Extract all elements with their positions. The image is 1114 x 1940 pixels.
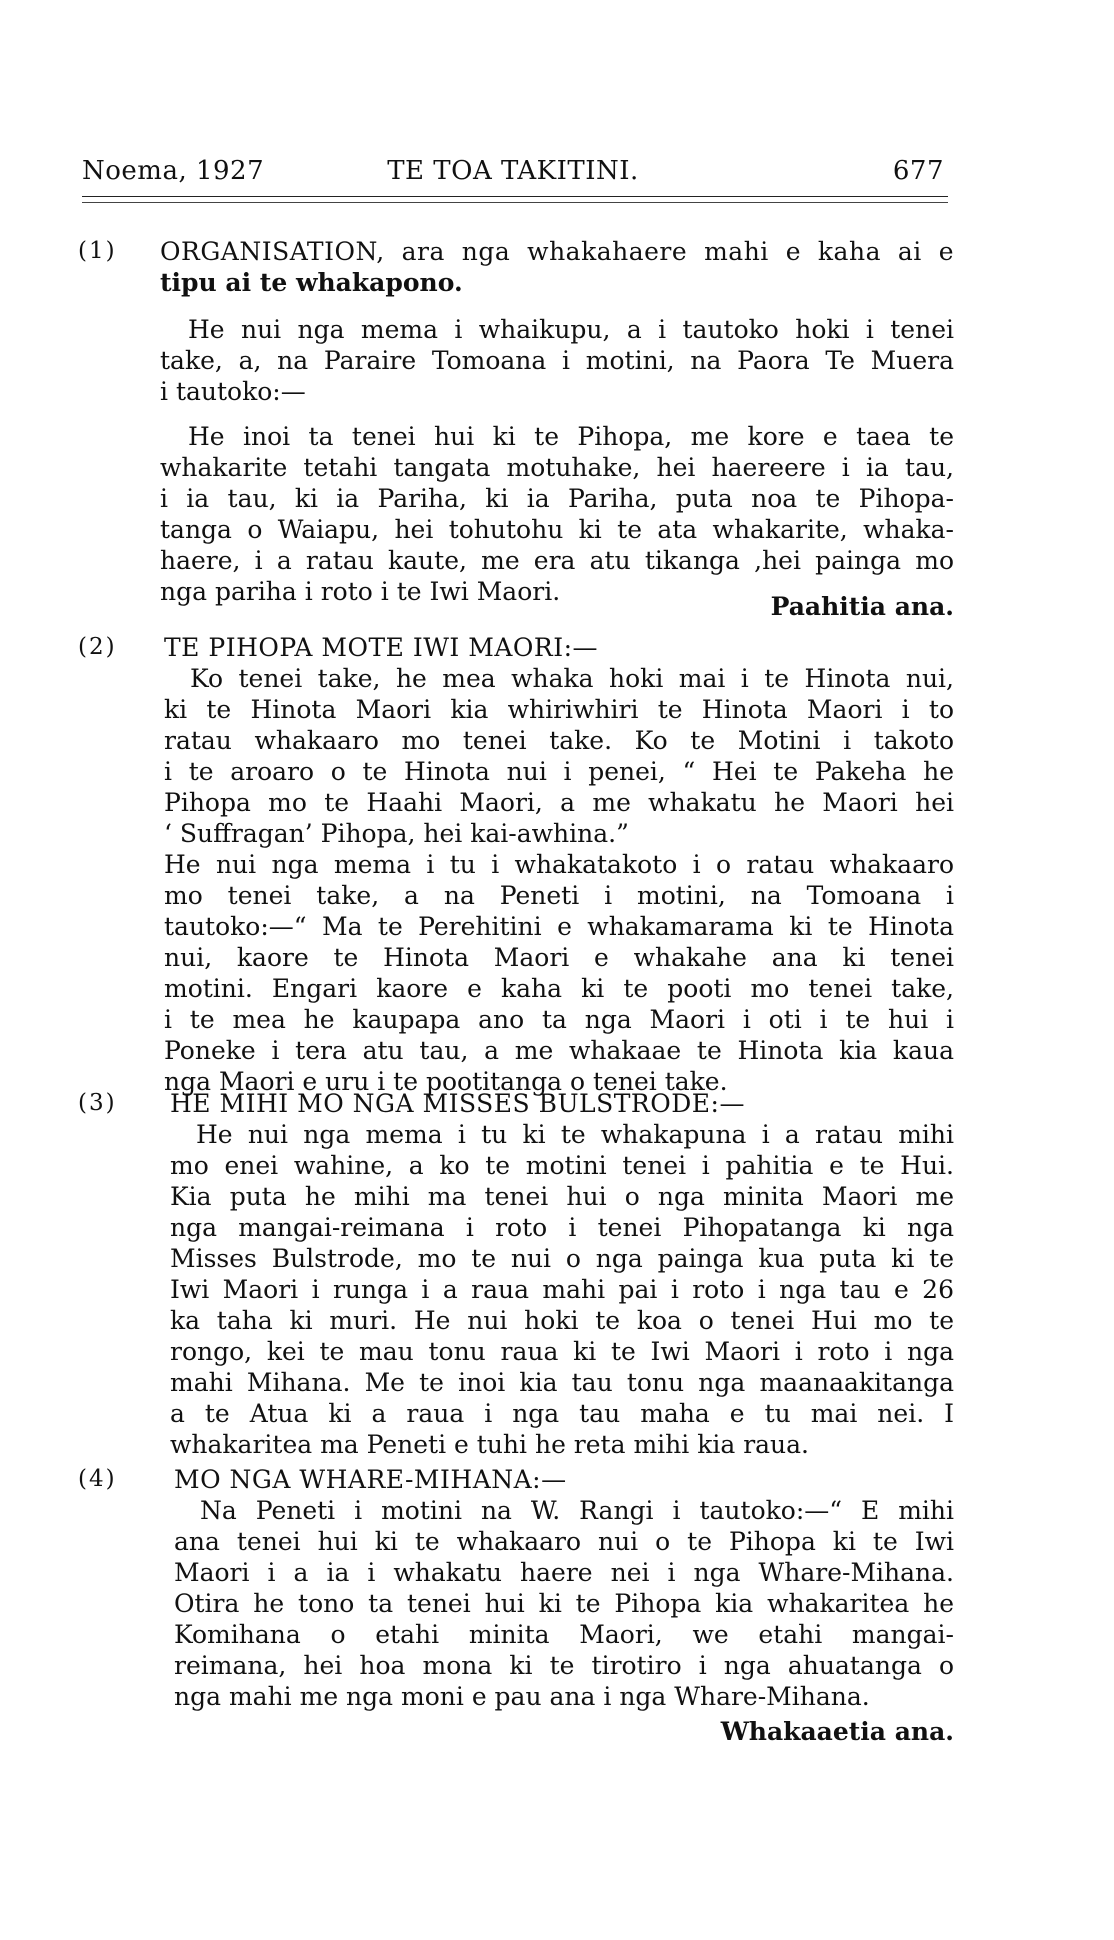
section-number: (3) — [78, 1090, 117, 1116]
paragraph-line: Kia puta he mihi ma tenei hui o nga minita Maori me — [170, 1182, 954, 1211]
paragraph-line: tipu ai te whakapono. — [160, 268, 463, 297]
paragraph-line: He nui nga mema i tu i whakatakoto i o ratau whakaaro — [164, 850, 954, 879]
paragraph-line: Komihana o etahi minita Maori, we etahi mangai- — [174, 1620, 954, 1649]
header-rule — [82, 196, 948, 197]
section-number: (4) — [78, 1466, 117, 1492]
section-4 — [78, 1464, 954, 1784]
paragraph-line: ‘ Suffragan’ Pihopa, hei kai-awhina.” — [164, 819, 629, 848]
paragraph-line: nga pariha i roto i te Iwi Maori. — [160, 577, 561, 606]
paragraph-line: mo tenei take, a na Peneti i motini, na Tomoana i — [164, 881, 954, 910]
section-heading: MO NGA WHARE-MIHANA:— — [174, 1465, 567, 1494]
paragraph-line: Maori i a ia i whakatu haere nei i nga Whare-Mihana. — [174, 1558, 954, 1587]
section-heading: TE PIHOPA MOTE IWI MAORI:— — [164, 633, 599, 662]
paragraph-line: take, a, na Paraire Tomoana i motini, na Paora Te Muera — [160, 346, 954, 375]
section-3 — [78, 1088, 954, 1488]
paragraph-line: Misses Bulstrode, mo te nui o nga painga kua puta ki te — [170, 1244, 954, 1273]
paragraph-line: rongo, kei te mau tonu raua ki te Iwi Maori i roto i nga — [170, 1337, 954, 1366]
paragraph-line: nga mahi me nga moni e pau ana i nga Whare-Mihana. — [174, 1682, 870, 1711]
paragraph-line: ratau whakaaro mo tenei take. Ko te Motini i takoto — [164, 726, 954, 755]
paragraph-line: whakarite tetahi tangata motuhake, hei haereere i ia tau, — [160, 453, 954, 482]
paragraph-line: ana tenei hui ki te whakaaro nui o te Pihopa ki te Iwi — [174, 1527, 954, 1556]
paragraph-line: ki te Hinota Maori kia whiriwhiri te Hinota Maori i to — [164, 695, 954, 724]
paragraph-line: nga mangai-reimana i roto i tenei Pihopatanga ki nga — [170, 1213, 954, 1242]
paragraph-line: Na Peneti i motini na W. Rangi i tautoko:—“ E mihi — [200, 1496, 954, 1525]
paragraph-line: He inoi ta tenei hui ki te Pihopa, me kore e taea te — [188, 422, 954, 451]
section-number: (1) — [78, 238, 117, 264]
paragraph-line: ka taha ki muri. He nui hoki te koa o tenei Hui mo te — [170, 1306, 954, 1335]
paragraph-line: whakaritea ma Peneti e tuhi he reta mihi kia raua. — [170, 1430, 810, 1459]
paragraph-line: tanga o Waiapu, hei tohutohu ki te ata whakarite, whaka- — [160, 515, 954, 544]
header-title: TE TOA TAKITINI. — [387, 156, 639, 186]
paragraph-line: Pihopa mo te Haahi Maori, a me whakatu he Maori hei — [164, 788, 954, 817]
running-header — [82, 156, 944, 190]
paragraph-line: haere, i a ratau kaute, me era atu tikanga ,hei painga mo — [160, 546, 954, 575]
paragraph-line: a te Atua ki a raua i nga tau maha e tu mai nei. I — [170, 1399, 954, 1428]
paragraph-line: nui, kaore te Hinota Maori e whakahe ana ki tenei — [164, 943, 954, 972]
paragraph-line: reimana, hei hoa mona ki te tirotiro i nga ahuatanga o — [174, 1651, 954, 1680]
paragraph-line: tautoko:—“ Ma te Perehitini e whakamarama ki te Hinota — [164, 912, 954, 941]
resolution-signoff: Paahitia ana. — [770, 592, 954, 621]
section-heading: HE MIHI MO NGA MISSES BULSTRODE:— — [170, 1089, 745, 1118]
paragraph-line: nga Maori e uru i te pootitanga o tenei take. — [164, 1067, 728, 1096]
paragraph-line: i te aroaro o te Hinota nui i penei, “ Hei te Pakeha he — [164, 757, 954, 786]
paragraph-line: Poneke i tera atu tau, a me whakaae te Hinota kia kaua — [164, 1036, 954, 1065]
section-heading: ORGANISATION, ara nga whakahaere mahi e kaha ai e — [160, 237, 954, 266]
header-date: Noema, 1927 — [82, 156, 265, 186]
paragraph-line: Iwi Maori i runga i a raua mahi pai i roto i nga tau e 26 — [170, 1275, 954, 1304]
paragraph-line: i tautoko:— — [160, 377, 306, 406]
section-1 — [78, 236, 954, 621]
paragraph-line: mahi Mihana. Me te inoi kia tau tonu nga maanaakitanga — [170, 1368, 954, 1397]
header-rule-thin — [82, 202, 948, 203]
paragraph-line: motini. Engari kaore e kaha ki te pooti mo tenei take, — [164, 974, 954, 1003]
section-2 — [78, 632, 954, 1112]
resolution-signoff: Whakaaetia ana. — [720, 1717, 954, 1746]
paragraph-line: He nui nga mema i whaikupu, a i tautoko hoki i tenei — [188, 315, 954, 344]
paragraph-line: Otira he tono ta tenei hui ki te Pihopa kia whakaritea he — [174, 1589, 954, 1618]
paragraph-line: He nui nga mema i tu ki te whakapuna i a ratau mihi — [196, 1120, 954, 1149]
paragraph-line: mo enei wahine, a ko te motini tenei i pahitia e te Hui. — [170, 1151, 954, 1180]
paragraph-line: i ia tau, ki ia Pariha, ki ia Pariha, puta noa te Pihopa- — [160, 484, 954, 513]
section-number: (2) — [78, 634, 117, 660]
page-number: 677 — [892, 156, 944, 186]
paragraph-line: i te mea he kaupapa ano ta nga Maori i oti i te hui i — [164, 1005, 954, 1034]
paragraph-line: Ko tenei take, he mea whaka hoki mai i te Hinota nui, — [190, 664, 954, 693]
body-text — [78, 236, 954, 1746]
